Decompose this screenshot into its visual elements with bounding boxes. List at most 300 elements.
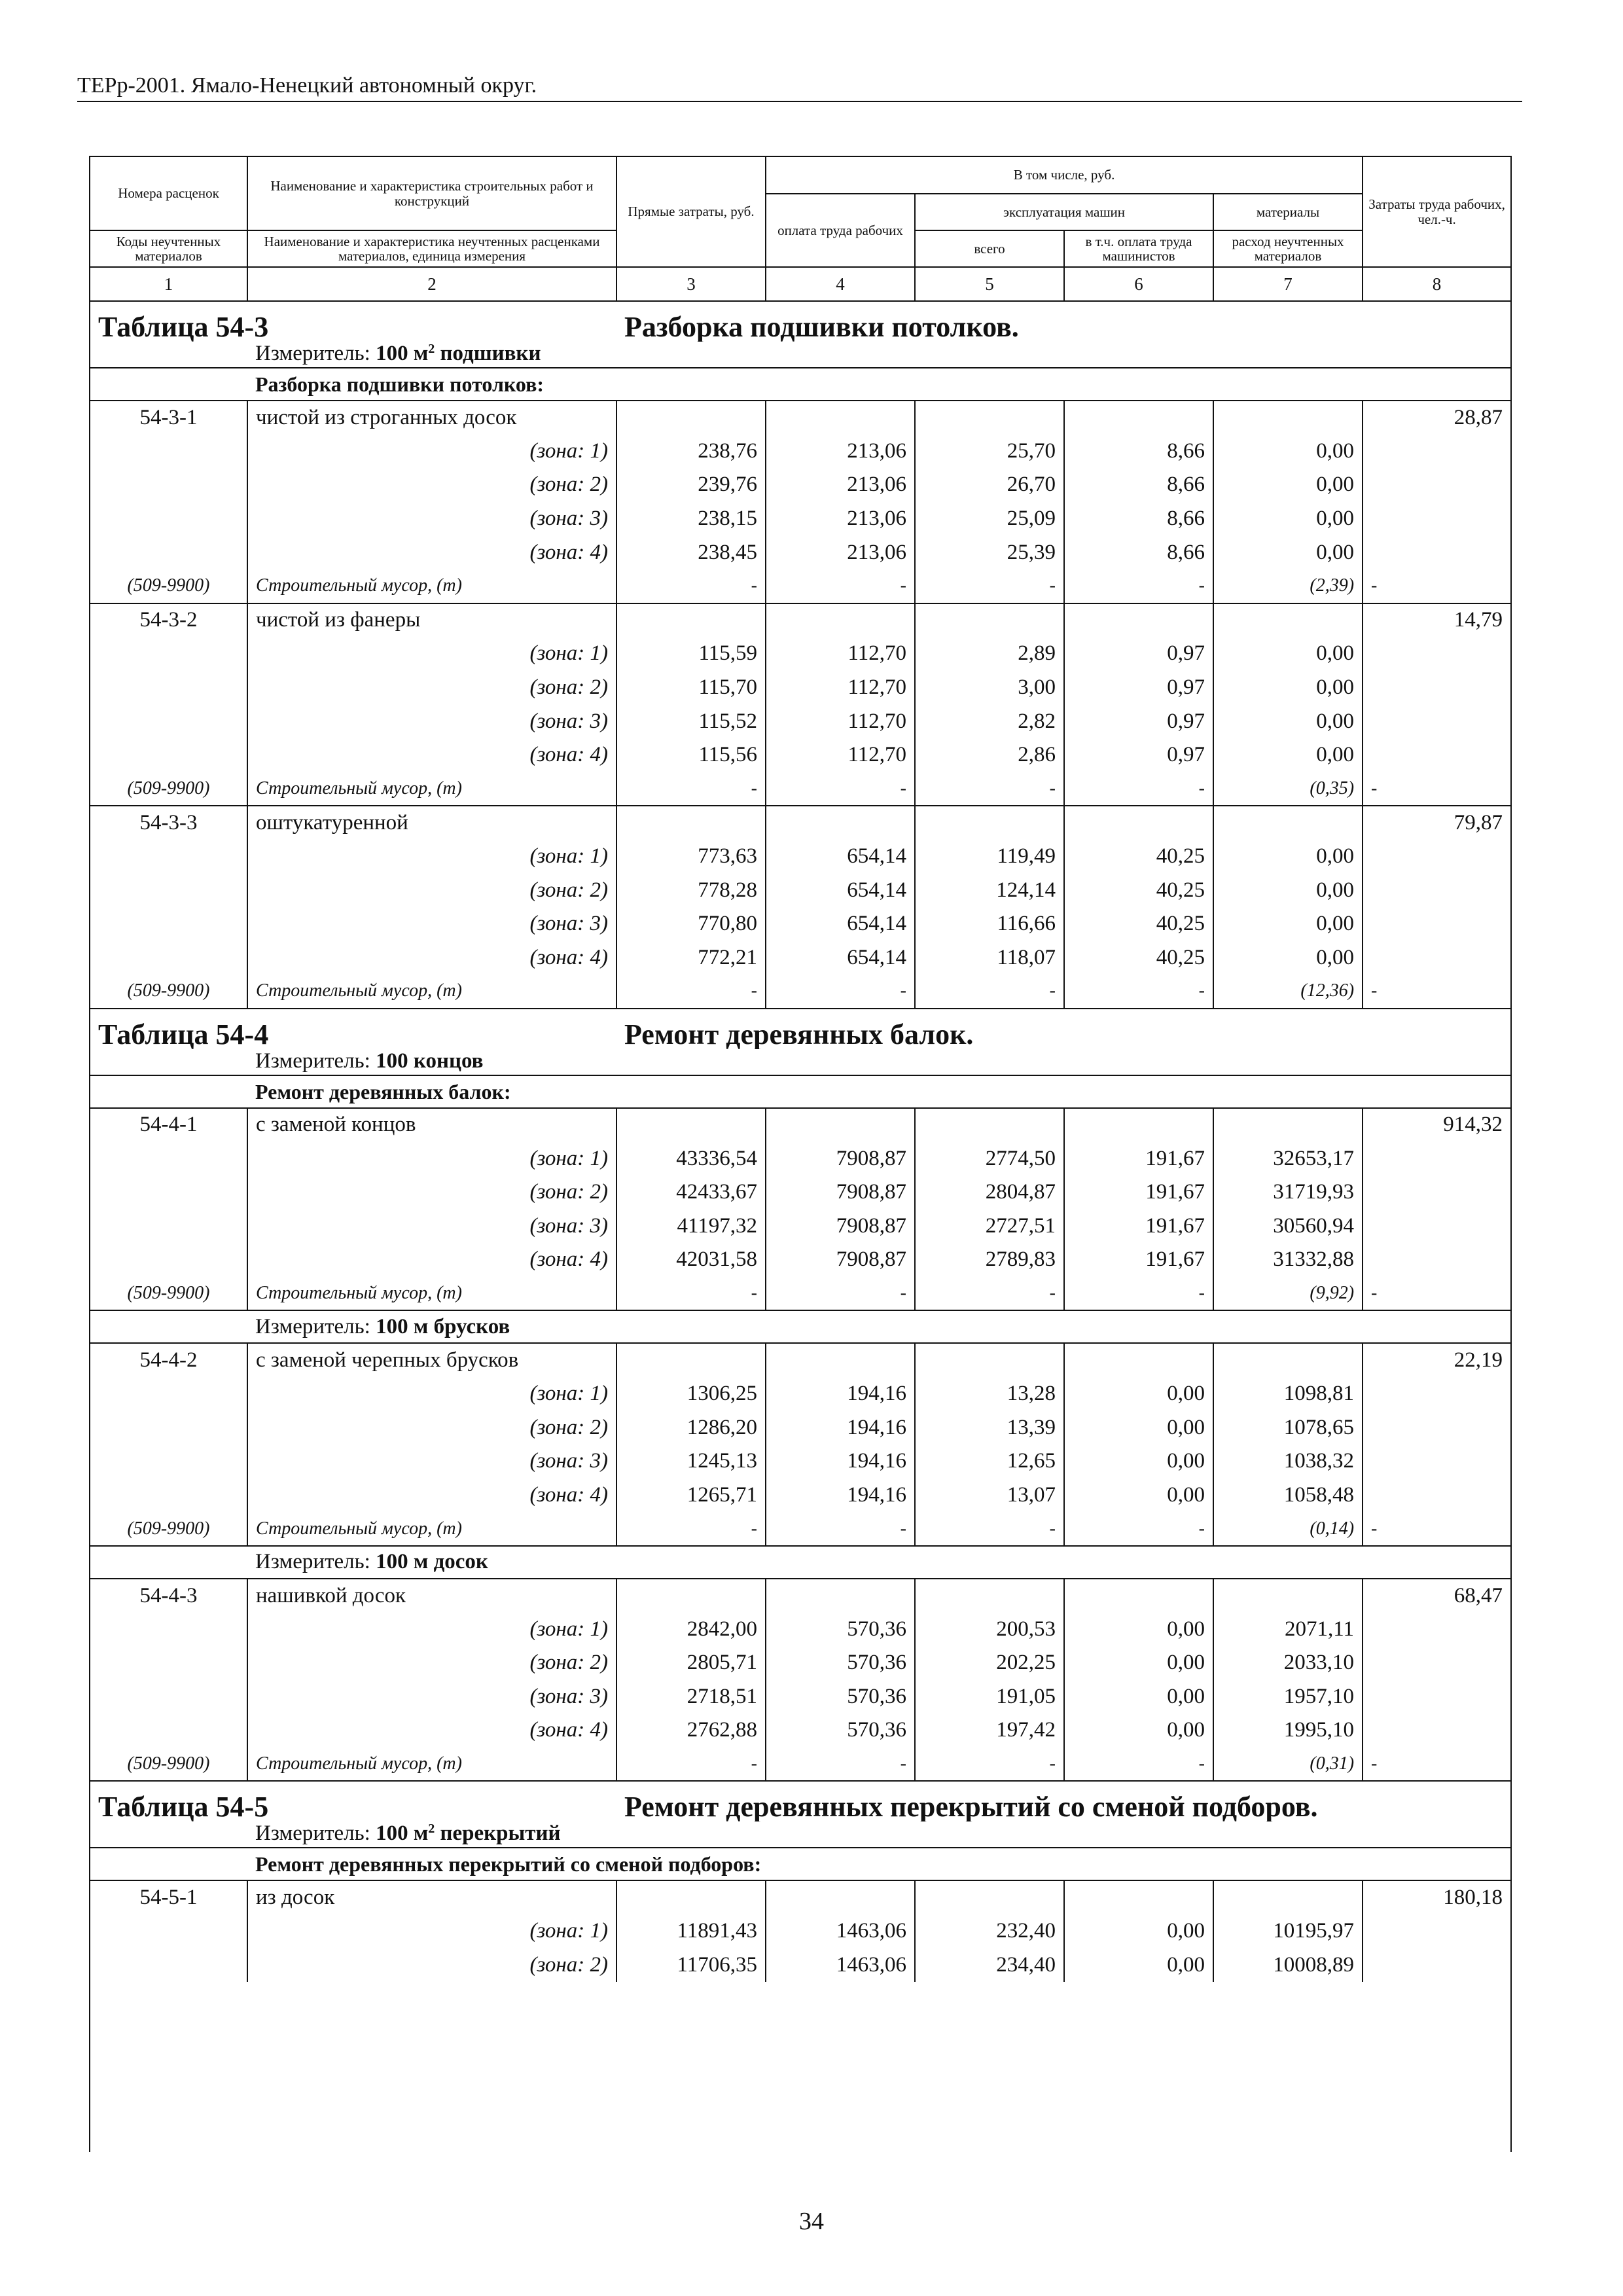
- machine-cost: 200,53: [915, 1612, 1064, 1646]
- machinist-wages: 8,66: [1064, 535, 1213, 569]
- direct-cost: 239,76: [616, 468, 766, 502]
- header-work-name: Наименование и характеристика строительных работ и конструкций: [247, 157, 616, 230]
- direct-cost: 42433,67: [616, 1175, 766, 1210]
- empty-value-dash: -: [616, 772, 766, 806]
- machinist-wages: 191,67: [1064, 1243, 1213, 1277]
- worker-wages: 7908,87: [766, 1141, 915, 1175]
- measure-unit: [376, 1049, 483, 1073]
- rate-code: 54-4-1: [90, 1108, 247, 1142]
- rate-name: оштукатуренной: [247, 806, 616, 840]
- worker-wages: 570,36: [766, 1680, 915, 1714]
- worker-wages: 112,70: [766, 671, 915, 705]
- measure-label: Измеритель:: [255, 1049, 370, 1073]
- materials-cost: 0,00: [1213, 468, 1363, 502]
- measure-label: Измеритель:: [255, 1314, 370, 1338]
- measure-value: 100 м: [376, 342, 429, 365]
- worker-wages: 213,06: [766, 435, 915, 469]
- measure-cell: [247, 342, 1510, 368]
- material-name: Строительный мусор, (т): [247, 1512, 616, 1546]
- zone-label: (зона: 2): [247, 1646, 616, 1680]
- unaccounted-material-row: [90, 1748, 1510, 1782]
- zone-label: (зона: 1): [247, 840, 616, 874]
- unaccounted-material-row: [90, 1277, 1510, 1311]
- measure-row: [90, 1821, 1510, 1848]
- empty-value-dash: -: [1064, 1277, 1213, 1311]
- material-name: Строительный мусор, (т): [247, 1277, 616, 1311]
- zone-row: [90, 941, 1510, 975]
- header-unaccounted-name: Наименование и характеристика неучтенных расценками материалов, единица измерения: [247, 230, 616, 267]
- materials-cost: 0,00: [1213, 704, 1363, 738]
- machine-cost: 2,82: [915, 704, 1064, 738]
- worker-wages: 194,16: [766, 1479, 915, 1513]
- machinist-wages: 0,00: [1064, 1646, 1213, 1680]
- materials-cost: 1058,48: [1213, 1479, 1363, 1513]
- zone-label: (зона: 1): [247, 637, 616, 671]
- materials-cost: 31719,93: [1213, 1175, 1363, 1210]
- labor-cost: 28,87: [1363, 401, 1510, 435]
- worker-wages: 7908,87: [766, 1243, 915, 1277]
- machine-cost: 202,25: [915, 1646, 1064, 1680]
- material-consumption: (0,14): [1213, 1512, 1363, 1546]
- rate-code: 54-5-1: [90, 1880, 247, 1914]
- materials-cost: 10008,89: [1213, 1948, 1363, 1982]
- materials-cost: 10195,97: [1213, 1914, 1363, 1948]
- direct-cost: 238,45: [616, 535, 766, 569]
- machine-cost: 124,14: [915, 873, 1064, 907]
- measure-value: 100 м: [376, 1821, 429, 1846]
- empty-value-dash: -: [766, 1748, 915, 1782]
- machine-cost: 25,70: [915, 435, 1064, 469]
- rate-row: [90, 401, 1510, 435]
- zone-row: [90, 671, 1510, 705]
- empty-value-dash: -: [616, 1277, 766, 1311]
- table-number: Таблица 54-4: [90, 1009, 616, 1049]
- materials-cost: 0,00: [1213, 873, 1363, 907]
- machinist-wages: 0,00: [1064, 1410, 1213, 1444]
- header-rate-numbers: Номера расценок: [90, 157, 247, 230]
- worker-wages: 570,36: [766, 1612, 915, 1646]
- empty-value-dash: -: [1064, 772, 1213, 806]
- materials-cost: 2071,11: [1213, 1612, 1363, 1646]
- measure-row: [90, 342, 1510, 368]
- zone-row: [90, 1141, 1510, 1175]
- empty-value-dash: -: [1064, 975, 1213, 1009]
- section-subtitle: Ремонт деревянных балок:: [247, 1075, 1510, 1108]
- machine-cost: 2774,50: [915, 1141, 1064, 1175]
- materials-cost: 0,00: [1213, 941, 1363, 975]
- materials-cost: 1078,65: [1213, 1410, 1363, 1444]
- materials-cost: 30560,94: [1213, 1209, 1363, 1243]
- machine-cost: 2727,51: [915, 1209, 1064, 1243]
- table-number: Таблица 54-3: [98, 311, 269, 342]
- rate-row: [90, 1108, 1510, 1142]
- empty-value-dash: -: [915, 569, 1064, 603]
- zone-row: [90, 1209, 1510, 1243]
- worker-wages: 570,36: [766, 1713, 915, 1748]
- worker-wages: 213,06: [766, 468, 915, 502]
- column-number: 6: [1064, 267, 1213, 301]
- materials-cost: 0,00: [1213, 637, 1363, 671]
- unaccounted-material-row: [90, 569, 1510, 603]
- labor-cost: 68,47: [1363, 1579, 1510, 1613]
- header-unaccounted-consumption: расход неучтенных материалов: [1213, 230, 1363, 267]
- column-number: 7: [1213, 267, 1363, 301]
- material-consumption: (0,35): [1213, 772, 1363, 806]
- labor-cost: 79,87: [1363, 806, 1510, 840]
- section-title-row: [90, 1009, 1510, 1049]
- direct-cost: 115,59: [616, 637, 766, 671]
- zone-row: [90, 873, 1510, 907]
- worker-wages: 194,16: [766, 1444, 915, 1479]
- measure-unit-exponent: 2: [428, 342, 435, 357]
- subtitle-row: [90, 1848, 1510, 1880]
- measure-value: 100 м досок: [376, 1550, 488, 1574]
- zone-label: (зона: 4): [247, 738, 616, 772]
- worker-wages: 570,36: [766, 1646, 915, 1680]
- machine-cost: 232,40: [915, 1914, 1064, 1948]
- measure-cell: [247, 1310, 1510, 1343]
- zone-row: [90, 1646, 1510, 1680]
- rate-code: 54-4-3: [90, 1579, 247, 1613]
- direct-cost: 11891,43: [616, 1914, 766, 1948]
- measure-unit: [376, 1550, 488, 1573]
- rate-name: нашивкой досок: [247, 1579, 616, 1613]
- empty-value-dash: -: [915, 1748, 1064, 1782]
- zone-row: [90, 502, 1510, 536]
- empty-value-dash: -: [915, 1512, 1064, 1546]
- material-consumption: (2,39): [1213, 569, 1363, 603]
- direct-cost: 115,52: [616, 704, 766, 738]
- labor-cost: 180,18: [1363, 1880, 1510, 1914]
- zone-label: (зона: 1): [247, 435, 616, 469]
- measure-unit: [376, 342, 541, 365]
- header-machinist-wages: в т.ч. оплата труда машинистов: [1064, 230, 1213, 267]
- empty-value-dash: -: [1363, 1512, 1510, 1546]
- machine-cost: 2789,83: [915, 1243, 1064, 1277]
- rate-code: 54-3-3: [90, 806, 247, 840]
- machine-cost: 119,49: [915, 840, 1064, 874]
- empty-value-dash: -: [766, 569, 915, 603]
- rate-row: [90, 806, 1510, 840]
- header-including: В том числе, руб.: [766, 157, 1363, 194]
- zone-row: [90, 907, 1510, 941]
- machinist-wages: 0,97: [1064, 738, 1213, 772]
- direct-cost: 41197,32: [616, 1209, 766, 1243]
- measure-unit-suffix: подшивки: [435, 342, 541, 365]
- machine-cost: 3,00: [915, 671, 1064, 705]
- zone-label: (зона: 2): [247, 1410, 616, 1444]
- rate-row: [90, 1880, 1510, 1914]
- measure-label: Измеритель:: [255, 1821, 370, 1846]
- measure-cell: [247, 1049, 1510, 1075]
- worker-wages: 112,70: [766, 704, 915, 738]
- worker-wages: 654,14: [766, 840, 915, 874]
- materials-cost: 0,00: [1213, 738, 1363, 772]
- empty-value-dash: -: [766, 1512, 915, 1546]
- machinist-wages: 191,67: [1064, 1175, 1213, 1210]
- machine-cost: 234,40: [915, 1948, 1064, 1982]
- measure-cell: [247, 1546, 1510, 1579]
- header-materials: материалы: [1213, 194, 1363, 230]
- machine-cost: 25,09: [915, 502, 1064, 536]
- empty-value-dash: -: [766, 1277, 915, 1311]
- column-number: 8: [1363, 267, 1510, 301]
- machinist-wages: 0,00: [1064, 1612, 1213, 1646]
- materials-cost: 0,00: [1213, 671, 1363, 705]
- column-number: 3: [616, 267, 766, 301]
- material-name: Строительный мусор, (т): [247, 975, 616, 1009]
- empty-value-dash: -: [915, 772, 1064, 806]
- subtitle-row: [90, 368, 1510, 401]
- machinist-wages: 0,97: [1064, 637, 1213, 671]
- zone-row: [90, 535, 1510, 569]
- machinist-wages: 0,00: [1064, 1948, 1213, 1982]
- zone-label: (зона: 1): [247, 1377, 616, 1411]
- rate-name: с заменой концов: [247, 1108, 616, 1142]
- measure-unit: [376, 1821, 560, 1845]
- measure-value: 100 концов: [376, 1049, 484, 1073]
- zone-label: (зона: 4): [247, 1243, 616, 1277]
- worker-wages: 213,06: [766, 535, 915, 569]
- materials-cost: 1995,10: [1213, 1713, 1363, 1748]
- header-direct-costs: Прямые затраты, руб.: [616, 157, 766, 267]
- section-title: Ремонт деревянных балок.: [616, 1009, 1510, 1049]
- empty-value-dash: -: [1363, 569, 1510, 603]
- empty-value-dash: -: [1064, 1512, 1213, 1546]
- zone-label: (зона: 3): [247, 1680, 616, 1714]
- zone-row: [90, 1377, 1510, 1411]
- empty-value-dash: -: [915, 975, 1064, 1009]
- zone-row: [90, 1948, 1510, 1982]
- material-code: (509-9900): [90, 569, 247, 603]
- table-body: [90, 301, 1510, 1982]
- zone-label: (зона: 3): [247, 1209, 616, 1243]
- empty-value-dash: -: [1064, 569, 1213, 603]
- materials-cost: 1098,81: [1213, 1377, 1363, 1411]
- zone-label: (зона: 2): [247, 468, 616, 502]
- materials-cost: 0,00: [1213, 840, 1363, 874]
- materials-cost: 2033,10: [1213, 1646, 1363, 1680]
- machinist-wages: 40,25: [1064, 873, 1213, 907]
- zone-row: [90, 704, 1510, 738]
- zone-label: (зона: 1): [247, 1141, 616, 1175]
- machinist-wages: 40,25: [1064, 907, 1213, 941]
- labor-cost: 22,19: [1363, 1343, 1510, 1377]
- worker-wages: 7908,87: [766, 1209, 915, 1243]
- section-title: Ремонт деревянных перекрытий со сменой подборов.: [616, 1781, 1510, 1821]
- empty-value-dash: -: [616, 975, 766, 1009]
- zone-label: (зона: 4): [247, 1713, 616, 1748]
- machine-cost: 2804,87: [915, 1175, 1064, 1210]
- direct-cost: 772,21: [616, 941, 766, 975]
- direct-cost: 2805,71: [616, 1646, 766, 1680]
- direct-cost: 770,80: [616, 907, 766, 941]
- rate-code: 54-3-2: [90, 603, 247, 637]
- rate-row: [90, 1343, 1510, 1377]
- rate-code: 54-3-1: [90, 401, 247, 435]
- material-consumption: (0,31): [1213, 1748, 1363, 1782]
- direct-cost: 1286,20: [616, 1410, 766, 1444]
- machinist-wages: 191,67: [1064, 1141, 1213, 1175]
- empty-value-dash: -: [915, 1277, 1064, 1311]
- machine-cost: 116,66: [915, 907, 1064, 941]
- machinist-wages: 0,97: [1064, 704, 1213, 738]
- rate-name: чистой из строганных досок: [247, 401, 616, 435]
- zone-row: [90, 1479, 1510, 1513]
- direct-cost: 42031,58: [616, 1243, 766, 1277]
- direct-cost: 238,15: [616, 502, 766, 536]
- material-code: (509-9900): [90, 975, 247, 1009]
- machine-cost: 13,28: [915, 1377, 1064, 1411]
- labor-cost: 14,79: [1363, 603, 1510, 637]
- worker-wages: 654,14: [766, 907, 915, 941]
- empty-value-dash: -: [1363, 1277, 1510, 1311]
- section-title: Разборка подшивки потолков.: [624, 311, 1019, 342]
- worker-wages: 654,14: [766, 873, 915, 907]
- rate-name: из досок: [247, 1880, 616, 1914]
- rate-name: чистой из фанеры: [247, 603, 616, 637]
- measure-value: 100 м брусков: [376, 1314, 510, 1338]
- rate-row: [90, 1579, 1510, 1613]
- column-number: 1: [90, 267, 247, 301]
- machine-cost: 26,70: [915, 468, 1064, 502]
- direct-cost: 2762,88: [616, 1713, 766, 1748]
- material-consumption: (12,36): [1213, 975, 1363, 1009]
- zone-label: (зона: 2): [247, 671, 616, 705]
- zone-row: [90, 1444, 1510, 1479]
- machine-cost: 2,89: [915, 637, 1064, 671]
- machinist-wages: 8,66: [1064, 435, 1213, 469]
- material-code: (509-9900): [90, 1748, 247, 1782]
- materials-cost: 0,00: [1213, 907, 1363, 941]
- header-machine-operation: эксплуатация машин: [915, 194, 1213, 230]
- empty-value-dash: -: [766, 975, 915, 1009]
- empty-value-dash: -: [1363, 1748, 1510, 1782]
- column-number: 5: [915, 267, 1064, 301]
- zone-row: [90, 840, 1510, 874]
- measure-row: [90, 1310, 1510, 1343]
- materials-cost: 0,00: [1213, 502, 1363, 536]
- machine-cost: 13,07: [915, 1479, 1064, 1513]
- rate-code: 54-4-2: [90, 1343, 247, 1377]
- direct-cost: 778,28: [616, 873, 766, 907]
- worker-wages: 654,14: [766, 941, 915, 975]
- material-consumption: (9,92): [1213, 1277, 1363, 1311]
- machine-cost: 191,05: [915, 1680, 1064, 1714]
- machine-cost: 25,39: [915, 535, 1064, 569]
- zone-row: [90, 1680, 1510, 1714]
- worker-wages: 112,70: [766, 637, 915, 671]
- worker-wages: 1463,06: [766, 1948, 915, 1982]
- zone-row: [90, 435, 1510, 469]
- zone-row: [90, 1612, 1510, 1646]
- zone-row: [90, 1175, 1510, 1210]
- section-title-row: [90, 1781, 1510, 1821]
- worker-wages: 194,16: [766, 1377, 915, 1411]
- direct-cost: 1245,13: [616, 1444, 766, 1479]
- direct-cost: 2718,51: [616, 1680, 766, 1714]
- direct-cost: 2842,00: [616, 1612, 766, 1646]
- rates-table: [90, 157, 1510, 1982]
- machinist-wages: 0,00: [1064, 1680, 1213, 1714]
- machinist-wages: 0,00: [1064, 1713, 1213, 1748]
- worker-wages: 7908,87: [766, 1175, 915, 1210]
- zone-row: [90, 1914, 1510, 1948]
- header-machines-total: всего: [915, 230, 1064, 267]
- machinist-wages: 0,00: [1064, 1377, 1213, 1411]
- zone-label: (зона: 3): [247, 502, 616, 536]
- subtitle-row: [90, 1075, 1510, 1108]
- zone-label: (зона: 3): [247, 704, 616, 738]
- empty-value-dash: -: [1363, 772, 1510, 806]
- empty-value-dash: -: [766, 772, 915, 806]
- machinist-wages: 0,97: [1064, 671, 1213, 705]
- empty-value-dash: -: [616, 569, 766, 603]
- zone-row: [90, 1410, 1510, 1444]
- table-header: [90, 157, 1510, 301]
- column-number: 2: [247, 267, 616, 301]
- section-title-row: [90, 301, 1510, 342]
- measure-cell: [247, 1821, 1510, 1848]
- zone-row: [90, 1243, 1510, 1277]
- direct-cost: 1306,25: [616, 1377, 766, 1411]
- worker-wages: 1463,06: [766, 1914, 915, 1948]
- zone-label: (зона: 2): [247, 1948, 616, 1982]
- material-name: Строительный мусор, (т): [247, 772, 616, 806]
- machinist-wages: 8,66: [1064, 468, 1213, 502]
- unaccounted-material-row: [90, 772, 1510, 806]
- machine-cost: 13,39: [915, 1410, 1064, 1444]
- machinist-wages: 8,66: [1064, 502, 1213, 536]
- measure-unit: [376, 1315, 510, 1338]
- unaccounted-material-row: [90, 975, 1510, 1009]
- machinist-wages: 40,25: [1064, 941, 1213, 975]
- worker-wages: 112,70: [766, 738, 915, 772]
- material-name: Строительный мусор, (т): [247, 1748, 616, 1782]
- measure-unit-suffix: перекрытий: [435, 1821, 561, 1846]
- materials-cost: 0,00: [1213, 535, 1363, 569]
- section-subtitle: Разборка подшивки потолков:: [247, 368, 1510, 401]
- zone-row: [90, 1713, 1510, 1748]
- zone-label: (зона: 4): [247, 941, 616, 975]
- machine-cost: 2,86: [915, 738, 1064, 772]
- zone-label: (зона: 2): [247, 1175, 616, 1210]
- running-title: ТЕРр-2001. Ямало-Ненецкий автономный округ.: [77, 73, 1522, 102]
- measure-label: Измеритель:: [255, 342, 370, 365]
- materials-cost: 32653,17: [1213, 1141, 1363, 1175]
- rate-name: с заменой черепных брусков: [247, 1343, 616, 1377]
- unaccounted-material-row: [90, 1512, 1510, 1546]
- worker-wages: 194,16: [766, 1410, 915, 1444]
- material-code: (509-9900): [90, 1512, 247, 1546]
- zone-label: (зона: 3): [247, 907, 616, 941]
- machine-cost: 118,07: [915, 941, 1064, 975]
- zone-label: (зона: 2): [247, 873, 616, 907]
- materials-cost: 0,00: [1213, 435, 1363, 469]
- machinist-wages: 0,00: [1064, 1914, 1213, 1948]
- direct-cost: 1265,71: [616, 1479, 766, 1513]
- materials-cost: 31332,88: [1213, 1243, 1363, 1277]
- table-number: Таблица 54-5: [90, 1781, 616, 1821]
- rate-row: [90, 603, 1510, 637]
- section-subtitle: Ремонт деревянных перекрытий со сменой подборов:: [247, 1848, 1510, 1880]
- zone-label: (зона: 4): [247, 1479, 616, 1513]
- machine-cost: 197,42: [915, 1713, 1064, 1748]
- direct-cost: 773,63: [616, 840, 766, 874]
- measure-unit-exponent: 2: [428, 1821, 435, 1837]
- zone-label: (зона: 4): [247, 535, 616, 569]
- zone-label: (зона: 1): [247, 1914, 616, 1948]
